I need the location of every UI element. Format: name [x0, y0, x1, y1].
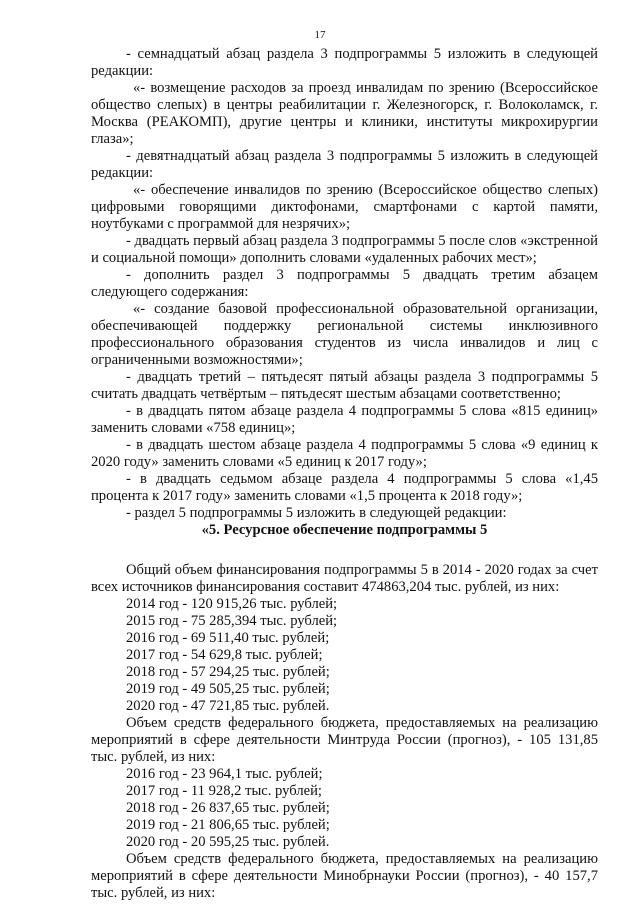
- year-line: 2019 год - 49 505,25 тыс. рублей;: [126, 681, 330, 697]
- section-heading: «5. Ресурсное обеспечение подпрограммы 5: [201, 522, 488, 538]
- paragraph-26th-abzac: - в двадцать шестом абзаце раздела 4 подпрограммы 5 слова «9 единиц к 2020 году» заменить словами «5 единиц к 2017 году»;: [91, 437, 598, 470]
- paragraph-quote-devices: «- обеспечение инвалидов по зрению (Всероссийское общество слепых) цифровыми говорящими диктофонами, смартфонами с картой памяти, ноутбуками с программой для незрячих»;: [91, 182, 598, 232]
- paragraph-add-23rd: - дополнить раздел 3 подпрограммы 5 двадцать третим абзацем следующего содержания:: [91, 267, 598, 300]
- paragraph-21st-abzac: - двадцать первый абзац раздела 3 подпрограммы 5 после слов «экстренной и социальной помощи» дополнить словами «удаленных рабочих мест»;: [91, 233, 598, 266]
- paragraph-section5: - раздел 5 подпрограммы 5 изложить в следующей редакции:: [126, 505, 507, 521]
- paragraph-mintrud: Объем средств федерального бюджета, предоставляемых на реализацию мероприятий в сфере деятельности Минтруда России (прогноз), - 105 131,85 тыс. рублей, из них:: [91, 715, 598, 765]
- paragraph-renumber: - двадцать третий – пятьдесят пятый абзацы раздела 3 подпрограммы 5 считать двадцать четвёртым – пятьдесят шестым абзацами соответственно;: [91, 369, 598, 402]
- year-line: 2017 год - 54 629,8 тыс. рублей;: [126, 647, 323, 663]
- paragraph-total-financing: Общий объем финансирования подпрограммы 5 в 2014 - 2020 годах за счет всех источников финансирования составит 474863,204 тыс. рублей, из них:: [91, 562, 598, 595]
- document-body: [91, 46, 598, 902]
- paragraph-minobrnauki: Объем средств федерального бюджета, предоставляемых на реализацию мероприятий в сфере деятельности Минобрнауки России (прогноз), - 40 157,7 тыс. рублей, из них:: [91, 851, 598, 901]
- year-line: 2015 год - 75 285,394 тыс. рублей;: [126, 613, 338, 629]
- page-number: 17: [314, 29, 326, 41]
- year-line: 2019 год - 21 806,65 тыс. рублей;: [126, 817, 330, 833]
- year-line: 2016 год - 69 511,40 тыс. рублей;: [126, 630, 330, 646]
- year-line: 2014 год - 120 915,26 тыс. рублей;: [126, 596, 338, 612]
- paragraph-quote-education: «- создание базовой профессиональной образовательной организации, обеспечивающей поддержку региональной системы инклюзивного профессионального образования студентов из числа инвалидов и лиц с ограниченными возможностями»;: [91, 301, 598, 368]
- paragraph-quote-travel: «- возмещение расходов за проезд инвалидам по зрению (Всероссийское общество слепых) в центры реабилитации г. Железногорск, г. Волоколамск, г. Москва (РЕАКОМП), другие центры и клиники, институты микрохирургии глаза»;: [91, 80, 598, 147]
- paragraph-25th-abzac: - в двадцать пятом абзаце раздела 4 подпрограммы 5 слова «815 единиц» заменить словами «758 единиц»;: [91, 403, 598, 436]
- year-line: 2020 год - 47 721,85 тыс. рублей.: [126, 698, 330, 714]
- year-line: 2016 год - 23 964,1 тыс. рублей;: [126, 766, 323, 782]
- year-line: 2017 год - 11 928,2 тыс. рублей;: [126, 783, 322, 799]
- paragraph-27th-abzac: - в двадцать седьмом абзаце раздела 4 подпрограммы 5 слова «1,45 процента к 2017 году» заменить словами «1,5 процента к 2018 году»;: [91, 471, 598, 504]
- paragraph-19th-abzac: - девятнадцатый абзац раздела 3 подпрограммы 5 изложить в следующей редакции:: [91, 148, 598, 181]
- year-line: 2020 год - 20 595,25 тыс. рублей.: [126, 834, 330, 850]
- year-line: 2018 год - 57 294,25 тыс. рублей;: [126, 664, 330, 680]
- paragraph-17th-abzac: - семнадцатый абзац раздела 3 подпрограммы 5 изложить в следующей редакции:: [91, 46, 598, 79]
- year-line: 2018 год - 26 837,65 тыс. рублей;: [126, 800, 330, 816]
